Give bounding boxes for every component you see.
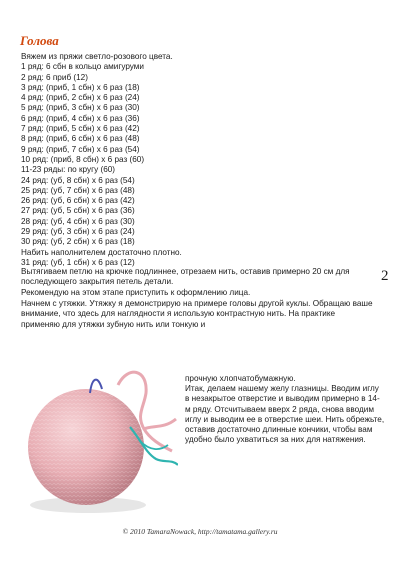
copyright-footer: © 2010 TamaraNowack, http://tamatama.gallery.ru	[122, 527, 278, 536]
page-number: 2	[381, 268, 389, 284]
paragraph-tightening-tail: прочную хлопчатобумажную.	[185, 374, 296, 383]
pattern-row: 6 ряд: (приб, 4 сбн) х 6 раз (36)	[21, 113, 140, 123]
paragraph-cut-yarn: Вытягиваем петлю на крючке подлиннее, отрезаем нить, оставив примерно 20 см для последующего закрытия петель детали.	[21, 267, 350, 287]
paragraph-face-advice: Рекомендую на этом этапе приступить к оформлению лица.	[21, 288, 251, 297]
pattern-row: 25 ряд: (уб, 7 сбн) х 6 раз (48)	[21, 185, 135, 195]
pattern-row: 24 ряд: (уб, 8 сбн) х 6 раз (54)	[21, 175, 135, 185]
stuffing-note: Набить наполнителем достаточно плотно.	[21, 247, 182, 257]
pattern-row: 11-23 ряды: по кругу (60)	[21, 165, 116, 175]
pattern-row: 2 ряд: 6 приб (12)	[21, 72, 88, 82]
paragraph-tightening: Начнем с утяжки. Утяжку я демонстрирую на примере головы другой куклы. Обращаю ваше внимание, что здесь для наглядности я использую контрастную нить. На практике применяю для утяжки зубную нить или тонкую и	[21, 299, 373, 329]
pattern-row: 26 ряд: (уб, 6 сбн) х 6 раз (42)	[21, 196, 135, 206]
pattern-row: 4 ряд: (приб, 2 сбн) х 6 раз (24)	[21, 93, 140, 103]
pattern-row: 30 ряд: (уб, 2 сбн) х 6 раз (18)	[21, 237, 135, 247]
pattern-row: 5 ряд: (приб, 3 сбн) х 6 раз (30)	[21, 103, 140, 113]
pattern-row: 28 ряд: (уб, 4 сбн) х 6 раз (30)	[21, 216, 135, 226]
crochet-ball-photo	[28, 355, 178, 515]
pattern-row: 10 ряд: (приб, 8 сбн) х 6 раз (60)	[21, 154, 145, 164]
pattern-row: 29 ряд: (уб, 3 сбн) х 6 раз (24)	[21, 227, 135, 237]
pattern-row: 1 ряд: 6 сбн в кольцо амигуруми	[21, 62, 145, 72]
paragraph-eye-sockets: Итак, делаем нашему желу глазницы. Вводим иглу в незакрытое отверстие и выводим примерно в 14-м ряду. Отсчитываем вверх 2 ряда, снова вводим иглу и выводим ее в отверстие шеи. Нить обрежьте, оставив достаточно длинные кончики, чтобы вам удобно было ухватиться за них для натяжения.	[185, 384, 385, 445]
pattern-row: 9 ряд: (приб, 7 сбн) х 6 раз (54)	[21, 144, 140, 154]
pattern-row: 27 ряд: (уб, 5 сбн) х 6 раз (36)	[21, 206, 135, 216]
pattern-row: 8 ряд: (приб, 6 сбн) х 6 раз (48)	[21, 134, 140, 144]
intro-line: Вяжем из пряжи светло-розового цвета.	[21, 52, 173, 61]
section-title: Голова	[20, 33, 59, 48]
pattern-row: 31 ряд: (уб, 1 сбн) х 6 раз (12)	[21, 257, 135, 267]
pattern-row: 3 ряд: (приб, 1 сбн) х 6 раз (18)	[21, 82, 140, 92]
pattern-row: 7 ряд: (приб, 5 сбн) х 6 раз (42)	[21, 124, 140, 134]
pattern-instructions	[21, 52, 361, 268]
